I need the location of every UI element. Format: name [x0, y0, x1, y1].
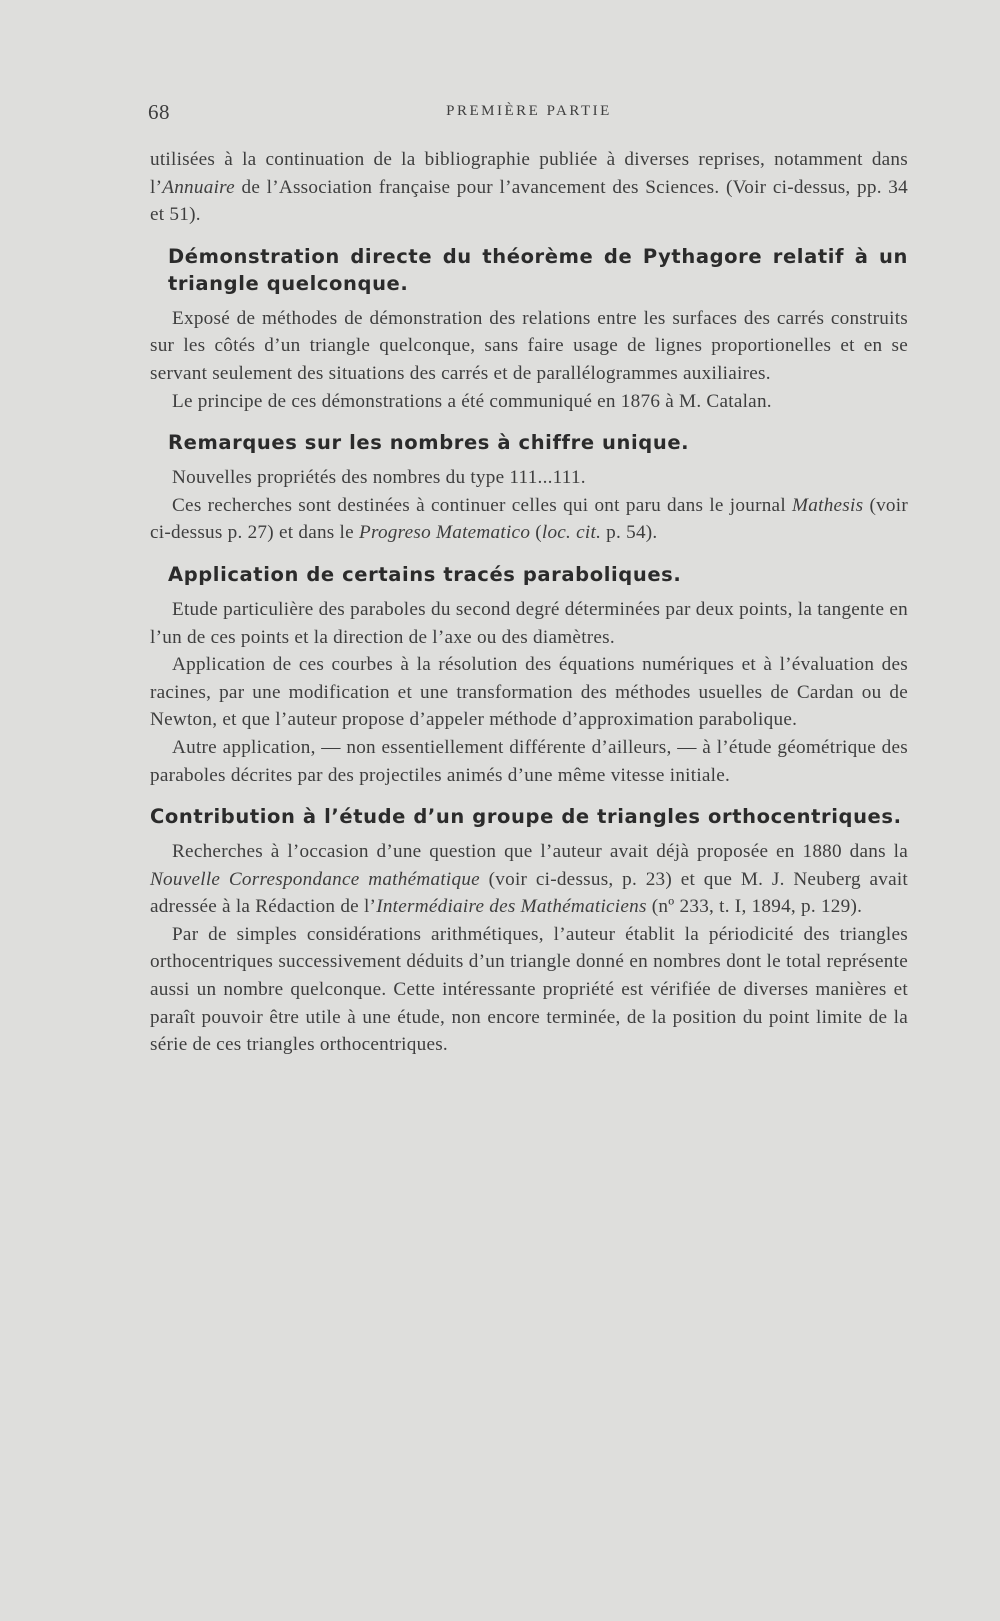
running-title: PREMIÈRE PARTIE: [446, 103, 612, 119]
paragraph: Le principe de ces démonstrations a été communiqué en 1876 à M. Catalan.: [172, 390, 772, 412]
text-span: utilisées à la continuation de la bibliographie publiée à diverses reprises, notamment dans l’: [150, 149, 908, 198]
paragraph: Exposé de méthodes de démonstration des relations entre les surfaces des carrés construits sur les côtés d’un triangle quelconque, sans faire usage de lignes proportionelles et en se servant seulement des situations des carrés et de parallélogrammes auxiliaires.: [150, 307, 908, 384]
intro-paragraph: [150, 146, 908, 229]
page-number: 68: [148, 100, 170, 124]
text-span: Ces recherches sont destinées à continuer celles qui ont paru dans le journal: [172, 494, 793, 516]
section-heading-pythagore: Démonstration directe du théorème de Pythagore relatif à un triangle quelconque.: [168, 244, 908, 295]
text-span: Recherches à l’occasion d’une question que l’auteur avait déjà proposée en 1880 dans la: [172, 841, 908, 863]
paragraph: Nouvelles propriétés des nombres du type 111...111.: [172, 467, 586, 489]
running-header: [148, 100, 910, 126]
text-span: (voir ci-dessus, p. 23) et que M. J. Neuberg avait adressée à la Rédaction de l’: [150, 868, 908, 918]
section-heading-orthocentriques: Contribution à l’étude d’un groupe de triangles orthocentriques.: [150, 805, 902, 829]
paragraph: [150, 492, 908, 547]
paragraph: [150, 838, 908, 921]
text-span: (voir ci-dessus p. 27) et dans le: [150, 494, 908, 544]
italic-reference: loc. cit.: [541, 522, 602, 544]
text-span: (: [530, 522, 542, 544]
italic-title: Mathesis: [792, 494, 864, 516]
section-heading-paraboliques: Application de certains tracés paraboliques.: [168, 562, 682, 586]
italic-title: Intermédiaire des Mathématiciens: [376, 896, 647, 918]
paragraph: Par de simples considérations arithmétiques, l’auteur établit la périodicité des triangles orthocentriques successivement déduits d’un triangle donné en nombres dont le total représente aussi un nombre quelconque. Cette intéressante propriété est vérifiée de diverses manières et paraît pouvoir être utile à une étude, non encore terminée, de la position du point limite de la série de ces triangles orthocentriques.: [150, 923, 908, 1056]
section-heading-nombres: Remarques sur les nombres à chiffre unique.: [168, 431, 690, 455]
text-span: p. 54).: [601, 522, 658, 544]
paragraph: Application de ces courbes à la résolution des équations numériques et à l’évaluation des racines, par une modification et une transformation des méthodes usuelles de Cardan ou de Newton, et que l’auteur propose d’appeler méthode d’approximation parabolique.: [150, 654, 908, 731]
text-span: de l’Association française pour l’avancement des Sciences. (Voir ci-dessus, pp. 34 et 51).: [150, 176, 908, 226]
italic-title: Progreso Matematico: [358, 522, 531, 544]
paragraph: Autre application, — non essentiellement différente d’ailleurs, — à l’étude géométrique des paraboles décrites par des projectiles animés d’une même vitesse initiale.: [150, 736, 908, 786]
paragraph: Etude particulière des paraboles du second degré déterminées par deux points, la tangente en l’un de ces points et la direction de l’axe ou des diamètres.: [150, 598, 908, 648]
italic-title: Annuaire: [162, 176, 235, 198]
page-body: [150, 146, 908, 1059]
italic-title: Nouvelle Correspondance mathématique: [150, 868, 480, 890]
text-span: (nº 233, t. I, 1894, p. 129).: [646, 896, 863, 918]
